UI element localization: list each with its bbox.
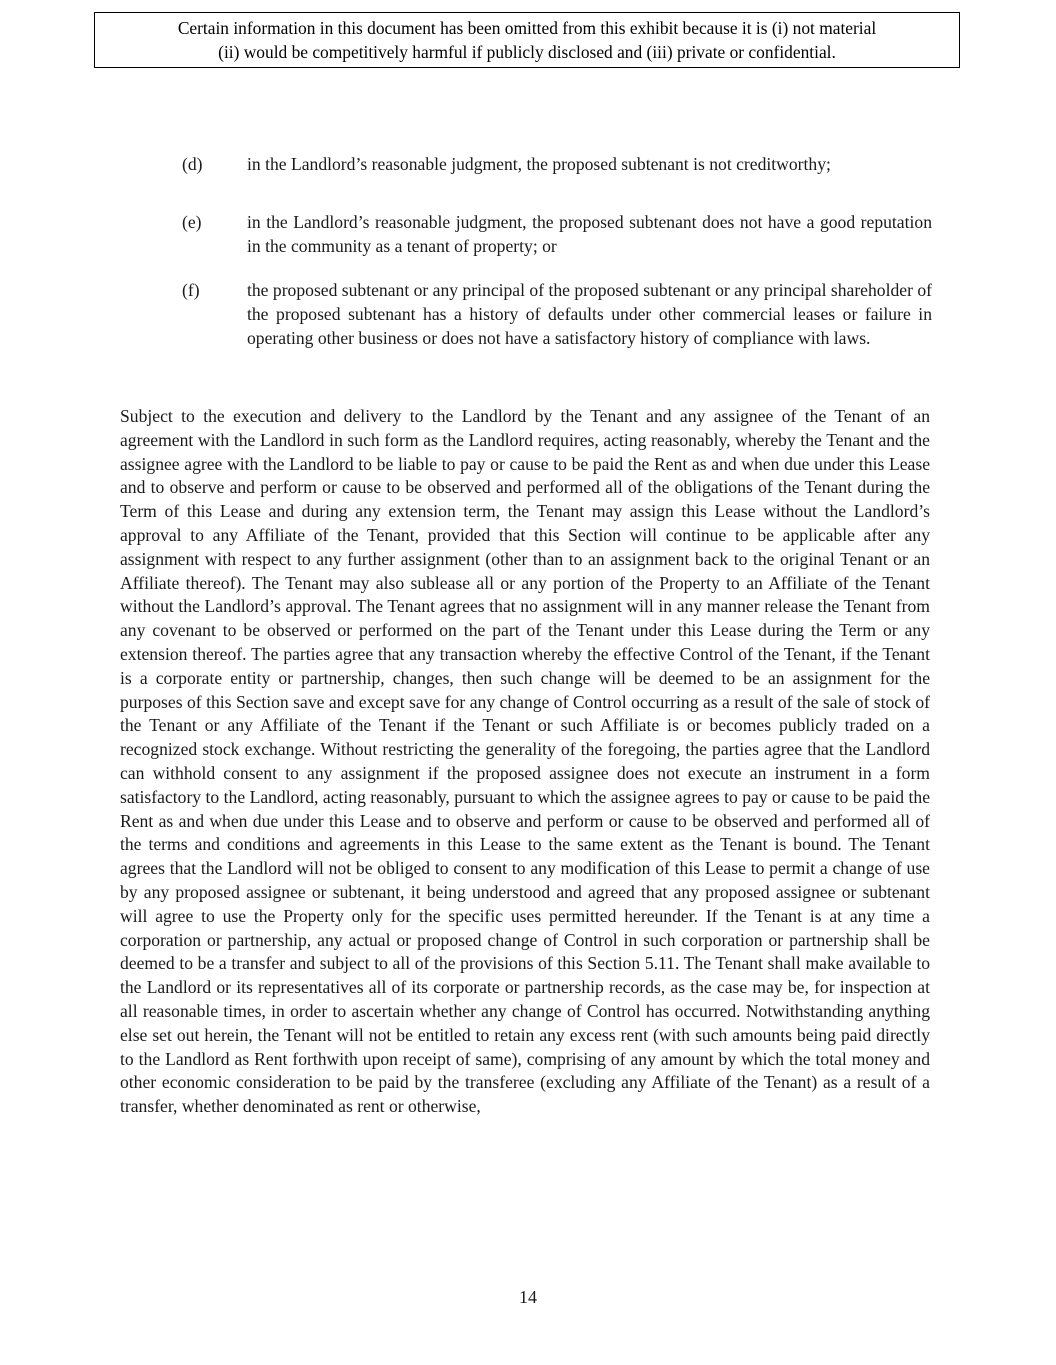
assignment-paragraph: Subject to the execution and delivery to the Landlord by the Tenant and any assignee of the Tenant of an agreement with the Landlord in such form as the Landlord requires, acting reasonably, whereby the Tenant and the assignee agree with the Landlord to be liable to pay or cause to be paid the Rent as and when due under this Lease and to observe and perform or cause to be observed and performed all of the obligations of the Tenant during the Term of this Lease and during any extension term, the Tenant may assign this Lease without the Landlord’s approval to any Affiliate of the Tenant, provided that this Section will continue to be applicable after any assignment with respect to any further assignment (other than to an assignment back to the original Tenant or an Affiliate thereof). The Tenant may also sublease all or any portion of the Property to an Affiliate of the Tenant without the Landlord’s approval. The Tenant agrees that no assignment will in any manner release the Tenant from any covenant to be observed or performed on the part of the Tenant under this Lease during the Term or any extension thereof. The parties agree that any transaction whereby the effective Control of the Tenant, if the Tenant is a corporate entity or partnership, changes, then such change will be deemed to be an assignment for the purposes of this Section save and except save for any change of Control occurring as a result of the sale of stock of the Tenant or any Affiliate of the Tenant if the Tenant or such Affiliate is or becomes publicly traded on a recognized stock exchange. Without restricting the generality of the foregoing, the parties agree that the Landlord can withhold consent to any assignment if the proposed assignee does not execute an instrument in a form satisfactory to the Landlord, acting reasonably, pursuant to which the assignee agrees to pay or cause to be paid the Rent as and when due under this Lease and to observe and perform or cause to be observed and performed all of the terms and conditions and agreements in this Lease to the same extent as the Tenant is bound. The Tenant agrees that the Landlord will not be obliged to consent to any modification of this Lease to permit a change of use by any proposed assignee or subtenant, it being understood and agreed that any proposed assignee or subtenant will agree to use the Property only for the specific uses permitted hereunder. If the Tenant is at any time a corporation or partnership, any actual or proposed change of Control in such corporation or partnership shall be deemed to be a transfer and subject to all of the provisions of this Section 5.11. The Tenant shall make available to the Landlord or its representatives all of its corporate or partnership records, as the case may be, for inspection at all reasonable times, in order to ascertain whether any change of Control has occurred. Notwithstanding anything else set out herein, the Tenant will not be entitled to retain any excess rent (with such amounts being paid directly to the Landlord as Rent forthwith upon receipt of same), comprising of any amount by which the total money and other economic consideration to be paid by the transferee (excluding any Affiliate of the Tenant) as a result of a transfer, whether denominated as rent or otherwise, [120,406,930,1117]
condition-list [180,152,932,394]
notice-line-1: Certain information in this document has been omitted from this exhibit because it is (i) not material [177,18,877,38]
list-item-e [180,210,932,278]
list-item-f [180,278,932,394]
list-item-label: (e) [182,212,202,232]
list-item-text: the proposed subtenant or any principal of the proposed subtenant or any principal shareholder of the proposed subtenant has a history of defaults under other commercial leases or failure in operating other business or does not have a satisfactory history of compliance with laws. [247,280,932,348]
list-item-d [180,152,932,210]
page-number: 14 [519,1287,537,1307]
list-item-label: (d) [182,154,203,174]
notice-line-2: (ii) would be competitively harmful if publicly disclosed and (iii) private or confidential. [218,42,836,62]
confidentiality-notice [94,12,960,68]
list-item-text: in the Landlord’s reasonable judgment, the proposed subtenant does not have a good reputation in the community as a tenant of property; or [247,212,932,256]
list-item-label: (f) [182,280,200,300]
list-item-text: in the Landlord’s reasonable judgment, the proposed subtenant is not creditworthy; [247,154,831,174]
